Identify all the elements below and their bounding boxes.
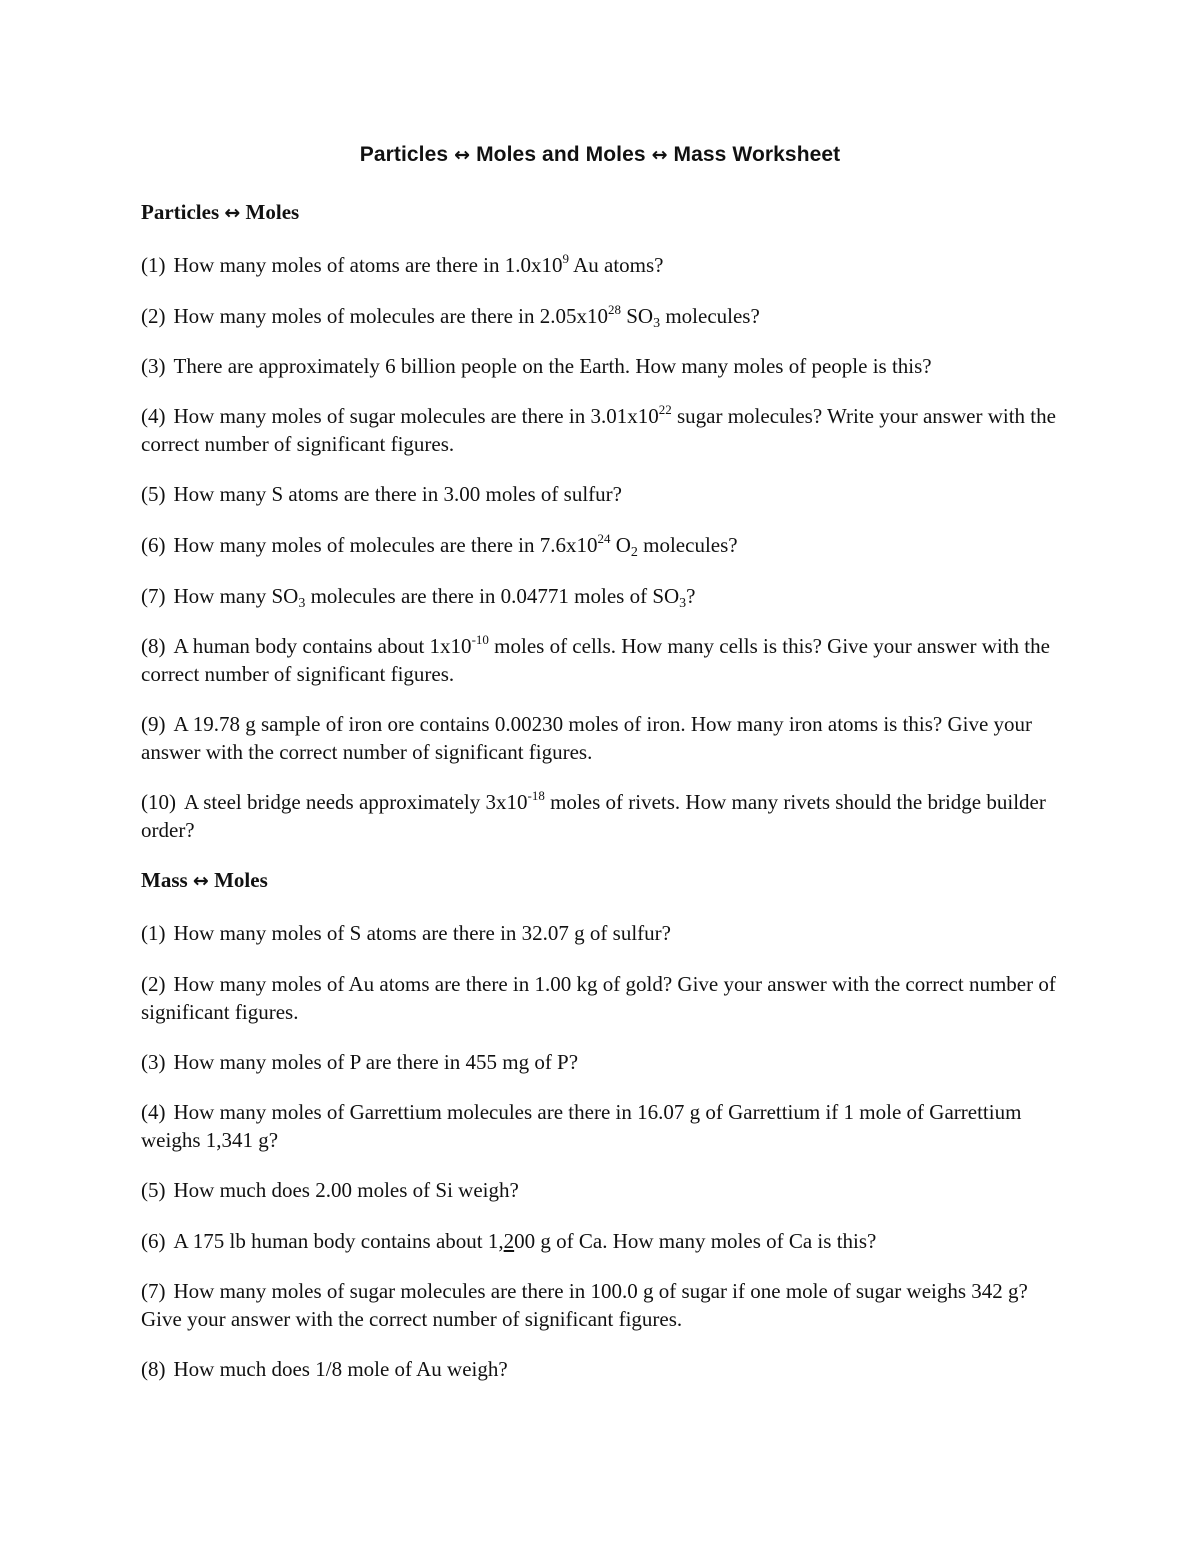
double-arrow-icon: ↔ [651, 144, 668, 166]
double-arrow-icon: ↔ [224, 202, 241, 224]
question-particles-9: (9) A 19.78 g sample of iron ore contains 0.00230 moles of iron. How many iron atoms is this? Give your answer with the correct number of significant figures. [141, 712, 1033, 764]
question-particles-5: (5) How many S atoms are there in 3.00 moles of sulfur? [141, 482, 622, 506]
question-particles-1: (1) How many moles of atoms are there in $1.0x10^9$ Au atoms? [141, 251, 664, 277]
question-mass-4: (4) How many moles of Garrettium molecules are there in 16.07 g of Garrettium if 1 mole of Garrettium weighs 1,341 g? [141, 1100, 1022, 1152]
question-particles-10: (10) A steel bridge needs approximately $3x10^{-18}$ moles of rivets. How many rivets should the bridge builder order? [141, 788, 1046, 842]
title-part-mass: Mass Worksheet [673, 143, 841, 166]
question-mass-7: (7) How many moles of sugar molecules are there in 100.0 g of sugar if one mole of sugar weighs 342 g? Give your answer with the correct number of significant figures. [141, 1279, 1028, 1331]
double-arrow-icon: ↔ [454, 144, 471, 166]
title-part-moles: Moles and Moles [476, 143, 646, 166]
question-particles-8: (8) A human body contains about $1x10^{-10}$ moles of cells. How many cells is this? Give your answer with the correct number of significant figures. [141, 632, 1050, 686]
question-mass-3: (3) How many moles of P are there in 455 mg of P? [141, 1050, 579, 1074]
title-part-particles: Particles [359, 143, 449, 166]
question-mass-8: (8) How much does 1/8 mole of Au weigh? [141, 1357, 508, 1381]
question-particles-3: (3) There are approximately 6 billion people on the Earth. How many moles of people is this? [141, 354, 932, 378]
question-particles-6: (6) How many moles of molecules are there in $7.6x10^{24}$ $O_2$ molecules? [141, 531, 738, 560]
question-mass-5: (5) How much does 2.00 moles of Si weigh? [141, 1178, 519, 1202]
page-title [0, 143, 1200, 167]
question-particles-7: (7) How many $SO_3$ molecules are there in 0.04771 moles of $SO_3$? [141, 584, 696, 611]
question-mass-1: (1) How many moles of S atoms are there in 32.07 g of sulfur? [141, 921, 671, 945]
question-particles-2: (2) How many moles of molecules are there in $2.05x10^{28}$ $SO_3$ molecules? [141, 302, 760, 331]
section-heading-mass-moles: Mass ↔ Moles [141, 868, 268, 892]
question-mass-2: (2) How many moles of Au atoms are there in 1.00 kg of gold? Give your answer with the correct number of significant figures. [141, 972, 1056, 1024]
double-arrow-icon: ↔ [192, 870, 209, 892]
section-heading-particles-moles: Particles ↔ Moles [141, 200, 300, 224]
question-mass-6: (6) A 175 lb human body contains about 1,200 g of Ca. How many moles of Ca is this? [141, 1229, 877, 1253]
question-particles-4: (4) How many moles of sugar molecules are there in $3.01x10^{22}$ sugar molecules? Write your answer with the correct number of significant figures. [141, 402, 1056, 456]
